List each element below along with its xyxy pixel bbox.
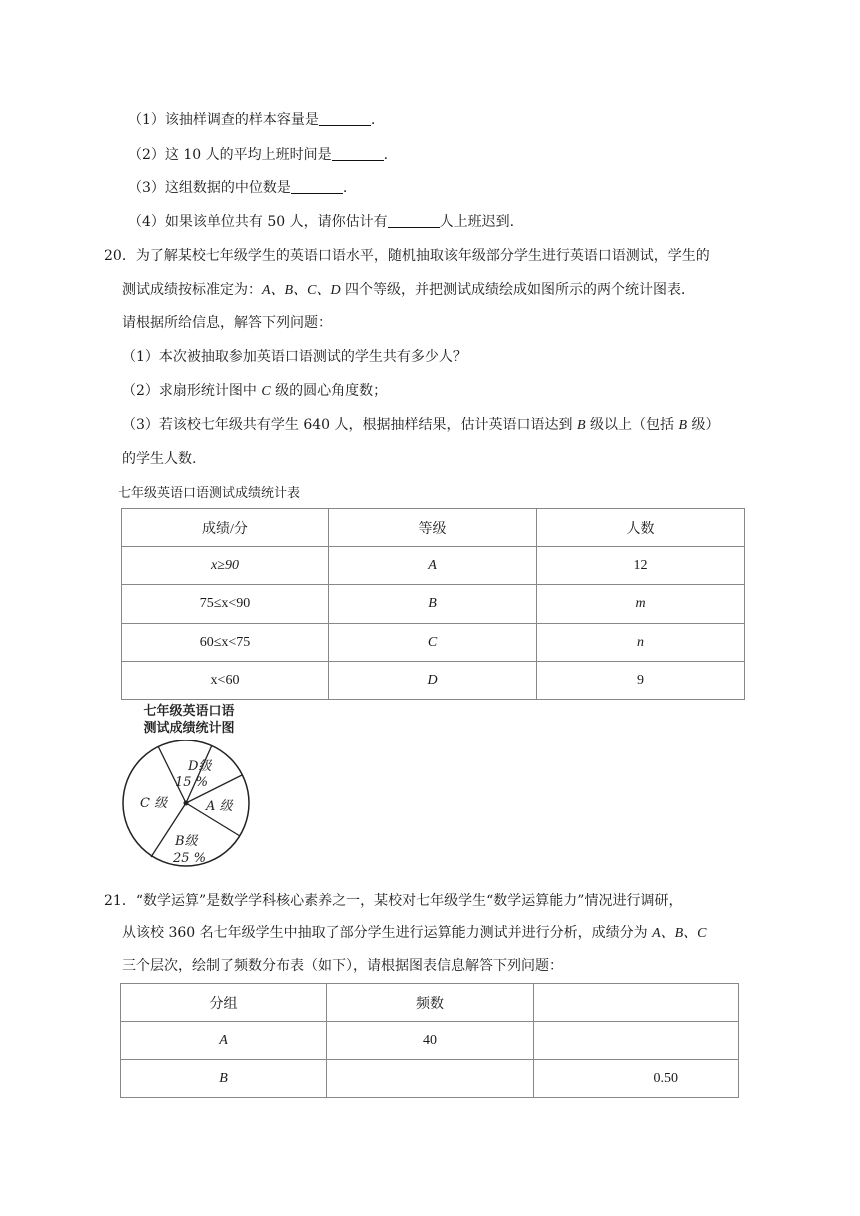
table-cell: x<60 bbox=[122, 662, 329, 700]
pie-chart-figure bbox=[118, 704, 260, 874]
table-cell: B bbox=[329, 585, 537, 624]
header-cell: 等级 bbox=[329, 509, 537, 547]
table-cell: C bbox=[329, 624, 537, 662]
score-table bbox=[121, 508, 745, 700]
table-cell: A bbox=[329, 547, 537, 585]
table-cell: 75≤x<90 bbox=[122, 585, 329, 624]
label-a: A 级 bbox=[206, 799, 233, 814]
grade-letter: B bbox=[678, 418, 688, 433]
q20-sub3-text: 级以上（包括 bbox=[585, 417, 679, 433]
header-cell bbox=[534, 984, 739, 1022]
q20-sub3-text: 级） bbox=[687, 417, 720, 433]
table-cell: n bbox=[537, 624, 745, 662]
table-cell: 12 bbox=[537, 547, 745, 585]
table-row bbox=[122, 547, 745, 585]
q20-sub2-text: （2）求扇形统计图中 bbox=[122, 383, 262, 399]
q19-item4 bbox=[128, 212, 514, 232]
table-row bbox=[121, 1060, 739, 1098]
table-cell: 60≤x<75 bbox=[122, 624, 329, 662]
table-row bbox=[122, 585, 745, 624]
header-cell: 频数 bbox=[327, 984, 534, 1022]
pie-chart bbox=[118, 740, 260, 876]
table-row bbox=[122, 624, 745, 662]
label-d: D级 bbox=[188, 759, 212, 774]
q19-item3-text: （3）这组数据的中位数是 bbox=[128, 180, 291, 196]
frequency-table bbox=[120, 983, 739, 1098]
q19-item1 bbox=[128, 110, 375, 130]
q20-stem-text: 测试成绩按标准定为： bbox=[122, 282, 262, 298]
q20-stem-line2 bbox=[122, 280, 695, 301]
table-cell: A bbox=[121, 1022, 327, 1060]
q20-stem-text: 四个等级，并把测试成绩绘成如图所示的两个统计图表． bbox=[340, 282, 696, 298]
q20-sub3-text: （3）若该校七年级共有学生 640 人，根据抽样结果，估计英语口语达到 bbox=[122, 417, 577, 433]
q21-stem-line3: 三个层次，绘制了频数分布表（如下），请根据图表信息解答下列问题： bbox=[122, 958, 563, 974]
header-cell: 成绩/分 bbox=[122, 509, 329, 547]
answer-blank bbox=[291, 179, 343, 194]
table-cell: x≥90 bbox=[122, 547, 329, 585]
answer-blank bbox=[319, 111, 371, 126]
grade-letter: C bbox=[261, 384, 271, 399]
label-b: B级 bbox=[175, 834, 198, 849]
punct: . bbox=[370, 112, 376, 128]
q20-stem-line3: 请根据所给信息，解答下列问题： bbox=[122, 315, 332, 331]
q20-sub3-cont: 的学生人数. bbox=[122, 451, 197, 467]
q19-item1-text: （1）该抽样调查的样本容量是 bbox=[128, 112, 319, 128]
table-cell: m bbox=[537, 585, 745, 624]
table-cell: 9 bbox=[537, 662, 745, 700]
q19-item3 bbox=[128, 178, 347, 198]
table-cell: 40 bbox=[327, 1022, 534, 1060]
table-caption: 七年级英语口语测试成绩统计表 bbox=[118, 486, 301, 501]
q20-sub2 bbox=[122, 381, 387, 402]
punct: . bbox=[342, 180, 348, 196]
punct: . bbox=[383, 147, 389, 163]
table-header-row bbox=[122, 509, 745, 547]
answer-blank bbox=[388, 213, 440, 228]
pct-b: 25 % bbox=[173, 851, 207, 866]
q21-stem-text: 从该校 360 名七年级学生中抽取了部分学生进行运算能力测试并进行分析，成绩分为 bbox=[122, 925, 653, 941]
q19-item2 bbox=[128, 145, 388, 165]
label-c: C 级 bbox=[140, 796, 168, 811]
q20-sub2-text: 级的圆心角度数； bbox=[270, 383, 388, 399]
q20-sub1: （1）本次被抽取参加英语口语测试的学生共有多少人？ bbox=[122, 349, 467, 365]
pct-d: 15 % bbox=[175, 775, 209, 790]
q21-stem-line1: 21．“数学运算”是数学学科核心素养之一，某校对七年级学生“数学运算能力”情况进行调研， bbox=[104, 893, 683, 909]
table-cell bbox=[327, 1060, 534, 1098]
grade-letters: A、B、C bbox=[652, 926, 707, 941]
q19-item2-text: （2）这 10 人的平均上班时间是 bbox=[128, 147, 332, 163]
q21-stem-line2 bbox=[122, 923, 707, 944]
q19-item4-text: （4）如果该单位共有 50 人，请你估计有 bbox=[128, 214, 388, 230]
header-cell: 人数 bbox=[537, 509, 745, 547]
table-row bbox=[122, 662, 745, 700]
header-cell: 分组 bbox=[121, 984, 327, 1022]
q20-sub3 bbox=[122, 415, 719, 436]
table-row bbox=[121, 1022, 739, 1060]
table-cell bbox=[534, 1022, 739, 1060]
answer-blank bbox=[332, 146, 384, 161]
grade-letters: A、B、C、D bbox=[262, 283, 341, 298]
q19-item4-tail: 人上班迟到. bbox=[439, 214, 515, 230]
pie-title-line2: 测试成绩统计图 bbox=[143, 721, 235, 736]
pie-center bbox=[184, 801, 189, 806]
table-cell: B bbox=[121, 1060, 327, 1098]
table-header-row bbox=[121, 984, 739, 1022]
pie-title-line1: 七年级英语口语 bbox=[143, 704, 235, 719]
q20-stem-line1: 20．为了解某校七年级学生的英语口语水平，随机抽取该年级部分学生进行英语口语测试，学生的 bbox=[104, 248, 710, 264]
table-cell: 0.50 bbox=[534, 1060, 739, 1098]
table-cell: D bbox=[329, 662, 537, 700]
grade-letter: B bbox=[576, 418, 586, 433]
